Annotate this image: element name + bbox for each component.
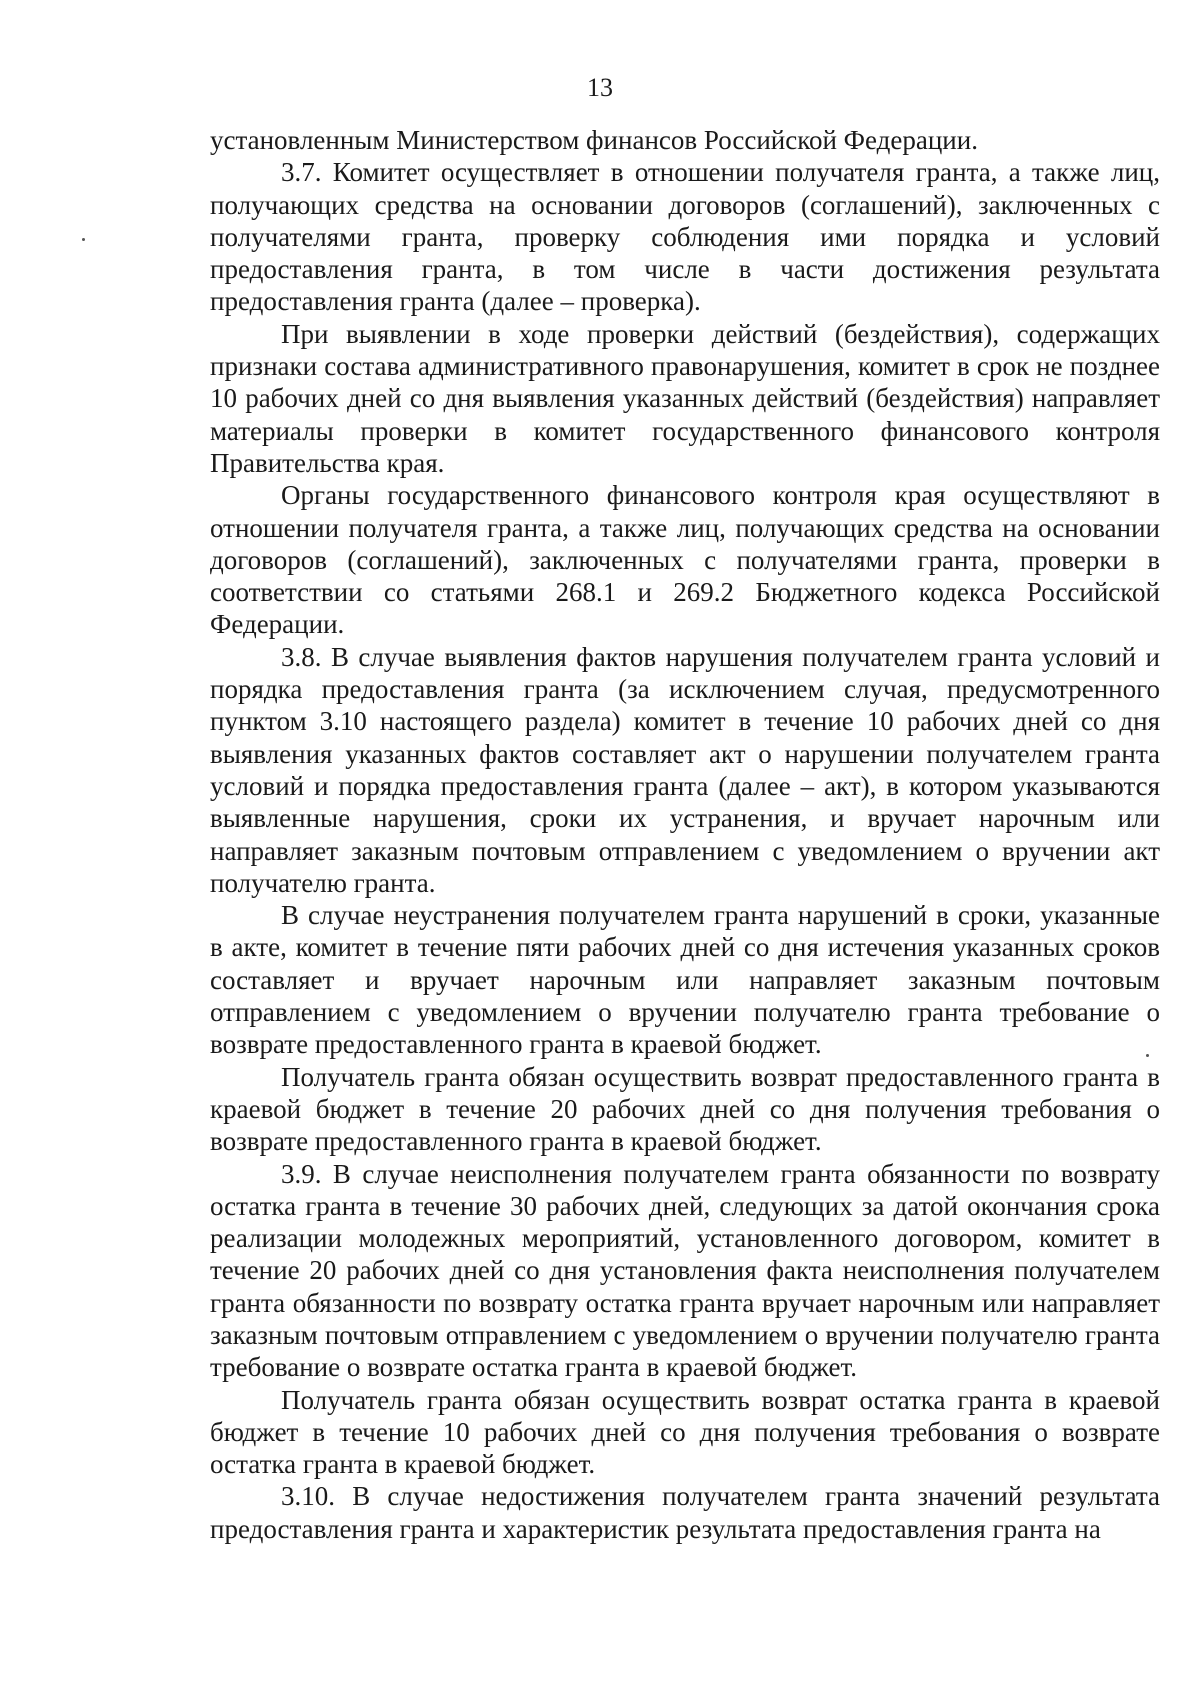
paragraph-3-9: 3.9. В случае неисполнения получателем гранта обязанности по возврату остатка гранта в течение 30 рабочих дней, следующих за датой окончания срока реализации молодежных мероприятий, установленного договором, комитет в течение 20 рабочих дней со дня установления факта неисполнения получателем гранта обязанности по возврату остатка гранта вручает нарочным или направляет заказным почтовым отправлением с уведомлением о вручении получателю гранта требование о возврате остатка гранта в краевой бюджет.: [210, 1158, 1160, 1383]
paragraph-non-elimination: В случае неустранения получателем гранта нарушений в сроки, указанные в акте, комитет в течение пяти рабочих дней со дня истечения указанных сроков составляет и вручает нарочным или направляет заказным почтовым отправлением с уведомлением о вручении получателю гранта требование о возврате предоставленного гранта в краевой бюджет.: [210, 900, 1160, 1060]
paragraph-3-10: 3.10. В случае недостижения получателем гранта значений результата предоставления гранта и характеристик результата предоставления гранта на: [210, 1481, 1160, 1544]
paragraph-3-7: 3.7. Комитет осуществляет в отношении получателя гранта, а также лиц, получающих средства на основании договоров (соглашений), заключенных с получателями гранта, проверку соблюдения ими порядка и условий предоставления гранта, в том числе в части достижения результата предоставления гранта (далее – проверка).: [210, 157, 1160, 317]
paragraph-remainder-return: Получатель гранта обязан осуществить возврат остатка гранта в краевой бюджет в течение 10 рабочих дней со дня получения требования о возврате остатка гранта в краевой бюджет.: [210, 1384, 1160, 1480]
paragraph-3-8: 3.8. В случае выявления фактов нарушения получателем гранта условий и порядка предоставления гранта (за исключением случая, предусмотренного пунктом 3.10 настоящего раздела) комитет в течение 10 рабочих дней со дня выявления указанных фактов составляет акт о нарушении получателем гранта условий и порядка предоставления гранта (далее – акт), в котором указываются выявленные нарушения, сроки их устранения, и вручает нарочным или направляет заказным почтовым отправлением с уведомлением о вручении акт получателю гранта.: [210, 641, 1160, 898]
paragraph-return-obligation: Получатель гранта обязан осуществить возврат предоставленного гранта в краевой бюджет в течение 20 рабочих дней со дня получения требования о возврате предоставленного гранта в краевой бюджет.: [210, 1061, 1160, 1157]
scan-speck: [82, 238, 85, 241]
paragraph-continuation: установленным Министерством финансов Российской Федерации.: [210, 125, 978, 155]
paragraph-financial-control: Органы государственного финансового контроля края осуществляют в отношении получателя гранта, а также лиц, получающих средства на основании договоров (соглашений), заключенных с получателями гранта, проверки в соответствии со статьями 268.1 и 269.2 Бюджетного кодекса Российской Федерации.: [210, 480, 1160, 640]
scan-speck: [1146, 1054, 1149, 1057]
paragraph-violation-detection: При выявлении в ходе проверки действий (бездействия), содержащих признаки состава административного правонарушения, комитет в срок не позднее 10 рабочих дней со дня выявления указанных действий (бездействия) направляет материалы проверки в комитет государственного финансового контроля Правительства края.: [210, 318, 1160, 478]
document-body: [210, 124, 1160, 1545]
page-number: 13: [587, 73, 613, 102]
